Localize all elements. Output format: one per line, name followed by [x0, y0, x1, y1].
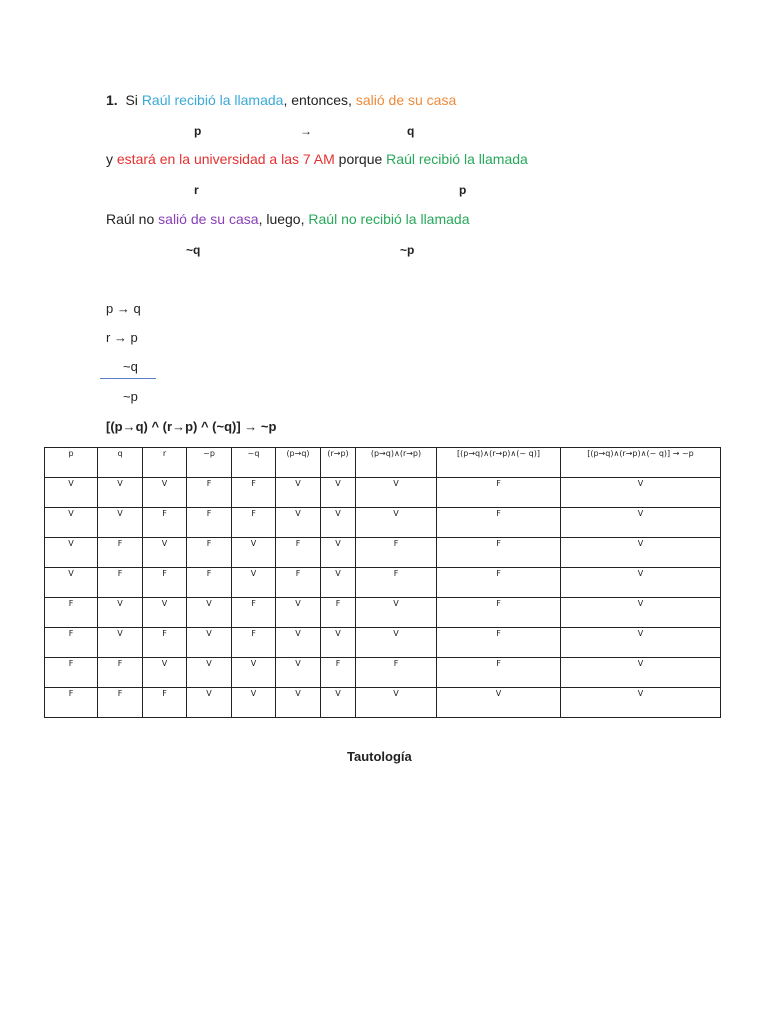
symbol-p: p — [194, 124, 202, 138]
symbol-q: q — [407, 124, 415, 138]
table-cell: F — [187, 538, 232, 568]
table-cell: F — [143, 628, 187, 658]
table-cell: V — [98, 478, 143, 508]
table-cell: V — [356, 628, 437, 658]
table-cell: V — [561, 688, 721, 718]
sentence-1 — [106, 91, 456, 109]
table-cell: V — [561, 538, 721, 568]
sentence-3-connector: , luego, — [258, 211, 309, 227]
sentence-2-connector: porque — [334, 151, 387, 167]
table-cell: F — [437, 628, 561, 658]
proposition-q-text: salió de su casa — [355, 92, 457, 108]
proposition-p-text: Raúl recibió la llamada — [141, 92, 284, 108]
table-cell: V — [561, 478, 721, 508]
table-cell: V — [561, 598, 721, 628]
table-cell: V — [321, 508, 356, 538]
table-cell: V — [276, 688, 321, 718]
table-cell: V — [561, 508, 721, 538]
table-cell: F — [98, 658, 143, 688]
table-cell: V — [98, 508, 143, 538]
symbol-not-p: ~p — [400, 243, 415, 257]
table-cell: V — [276, 478, 321, 508]
truth-table — [44, 447, 721, 718]
table-cell: F — [45, 688, 98, 718]
table-header-cell: (r→p) — [321, 448, 356, 478]
table-cell: F — [232, 598, 276, 628]
proposition-r-text: estará en la universidad a las 7 AM — [116, 151, 335, 167]
argument-formula: [(p→q) ^ (r→p) ^ (~q)] → ~p — [106, 419, 277, 434]
table-cell: V — [143, 598, 187, 628]
table-cell: F — [437, 508, 561, 538]
premise-2: r → p — [106, 330, 138, 345]
table-row — [45, 508, 721, 538]
table-header-cell: r — [143, 448, 187, 478]
table-cell: V — [561, 568, 721, 598]
table-header-row — [45, 448, 721, 478]
table-cell: F — [187, 478, 232, 508]
table-cell: F — [143, 688, 187, 718]
table-row — [45, 478, 721, 508]
table-cell: F — [356, 568, 437, 598]
table-cell: V — [437, 688, 561, 718]
table-row — [45, 658, 721, 688]
table-cell: F — [45, 628, 98, 658]
table-cell: F — [45, 598, 98, 628]
table-cell: V — [143, 658, 187, 688]
table-header-cell: p — [45, 448, 98, 478]
table-cell: V — [356, 598, 437, 628]
table-header-cell: [(p→q)∧(r→p)∧(~ q)] → ~p — [561, 448, 721, 478]
premise-3: ~q — [123, 359, 138, 374]
premise-1: p → q — [106, 301, 141, 316]
table-cell: V — [356, 478, 437, 508]
sentence-3 — [106, 210, 469, 228]
sentence-1-connector: , entonces, — [283, 92, 356, 108]
table-cell: F — [437, 598, 561, 628]
table-cell: F — [321, 598, 356, 628]
table-cell: V — [45, 568, 98, 598]
table-cell: F — [232, 478, 276, 508]
table-cell: V — [187, 598, 232, 628]
table-header-cell: ~p — [187, 448, 232, 478]
table-cell: V — [45, 538, 98, 568]
table-cell: F — [232, 628, 276, 658]
table-row — [45, 628, 721, 658]
table-cell: V — [321, 688, 356, 718]
symbol-r: r — [194, 183, 199, 197]
symbol-p-2: p — [459, 183, 467, 197]
table-cell: F — [321, 658, 356, 688]
table-cell: V — [187, 628, 232, 658]
table-cell: V — [561, 658, 721, 688]
table-cell: F — [437, 658, 561, 688]
table-cell: V — [276, 658, 321, 688]
table-cell: F — [437, 538, 561, 568]
sentence-1-si: Si — [125, 92, 138, 108]
sentence-2-y: y — [106, 151, 117, 167]
symbol-arrow: → — [300, 124, 312, 138]
table-cell: V — [561, 628, 721, 658]
table-cell: F — [356, 538, 437, 568]
table-cell: V — [143, 538, 187, 568]
table-cell: V — [356, 688, 437, 718]
table-cell: F — [98, 538, 143, 568]
table-header-cell: [(p→q)∧(r→p)∧(~ q)] — [437, 448, 561, 478]
table-row — [45, 538, 721, 568]
table-cell: F — [437, 568, 561, 598]
argument-divider — [100, 378, 156, 379]
table-cell: V — [276, 508, 321, 538]
table-row — [45, 568, 721, 598]
table-cell: V — [232, 538, 276, 568]
table-cell: V — [356, 508, 437, 538]
table-cell: V — [187, 658, 232, 688]
proposition-not-p-text: Raúl no recibió la llamada — [308, 211, 470, 227]
table-cell: V — [45, 478, 98, 508]
table-cell: F — [356, 658, 437, 688]
table-cell: V — [276, 598, 321, 628]
result-label: Tautología — [347, 749, 412, 764]
table-row — [45, 688, 721, 718]
table-cell: V — [143, 478, 187, 508]
table-cell: F — [45, 658, 98, 688]
symbol-not-q: ~q — [186, 243, 201, 257]
table-row — [45, 598, 721, 628]
table-cell: F — [232, 508, 276, 538]
table-cell: F — [98, 688, 143, 718]
table-cell: F — [143, 568, 187, 598]
table-header-cell: q — [98, 448, 143, 478]
proposition-p-text-2: Raúl recibió la llamada — [386, 151, 528, 167]
table-cell: F — [187, 568, 232, 598]
sentence-3-start: Raúl no — [106, 211, 159, 227]
table-cell: V — [321, 628, 356, 658]
table-header-cell: (p→q)∧(r→p) — [356, 448, 437, 478]
table-header-cell: ~q — [232, 448, 276, 478]
table-cell: V — [232, 568, 276, 598]
sentence-2 — [106, 150, 528, 168]
table-cell: V — [98, 598, 143, 628]
table-cell: V — [45, 508, 98, 538]
table-cell: F — [187, 508, 232, 538]
table-cell: V — [276, 628, 321, 658]
table-cell: V — [232, 688, 276, 718]
table-cell: F — [437, 478, 561, 508]
table-cell: V — [321, 538, 356, 568]
conclusion: ~p — [123, 389, 138, 404]
table-cell: F — [276, 538, 321, 568]
table-cell: V — [321, 568, 356, 598]
table-cell: F — [98, 568, 143, 598]
proposition-q-text-2: salió de su casa — [158, 211, 259, 227]
table-cell: V — [98, 628, 143, 658]
item-number: 1. — [106, 92, 118, 108]
table-cell: V — [321, 478, 356, 508]
table-cell: F — [143, 508, 187, 538]
table-cell: F — [276, 568, 321, 598]
table-header-cell: (p→q) — [276, 448, 321, 478]
table-cell: V — [187, 688, 232, 718]
table-cell: V — [232, 658, 276, 688]
